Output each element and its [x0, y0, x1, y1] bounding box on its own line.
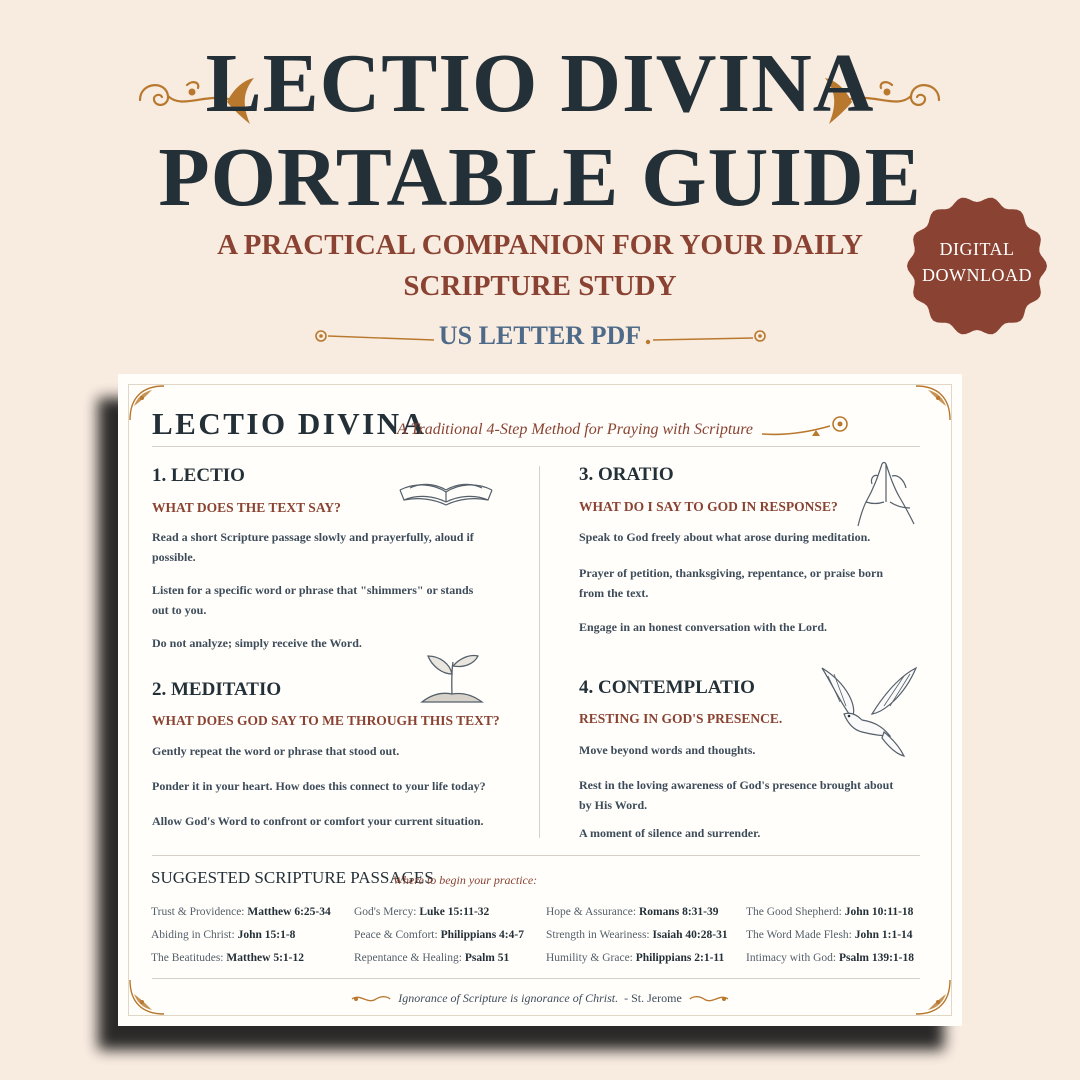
step2-point3: Allow God's Word to confront or comfort your current situation.	[152, 814, 484, 828]
passage-label: Intimacy with God:	[746, 952, 837, 964]
step4-question: RESTING IN GOD'S PRESENCE.	[579, 711, 783, 726]
passage-label: Trust & Providence:	[151, 906, 245, 918]
quote-text: Ignorance of Scripture is ignorance of Christ.	[398, 991, 619, 1005]
passage-ref: Philippians 2:1-11	[635, 952, 725, 964]
guide-sheet	[118, 374, 962, 1026]
passage-label: The Word Made Flesh:	[746, 929, 852, 941]
passage-ref: John 15:1-8	[237, 929, 296, 941]
badge-line2: DOWNLOAD	[922, 265, 1032, 285]
open-book-icon	[396, 470, 496, 510]
step3-point1: Speak to God freely about what arose during meditation.	[579, 530, 871, 544]
passage-label: Repentance & Healing:	[354, 952, 462, 964]
passage-label: Hope & Assurance:	[546, 906, 637, 918]
passage-item	[354, 901, 524, 924]
subtitle-line2: SCRIPTURE STUDY	[403, 270, 677, 302]
sheet-tagline: A Traditional 4-Step Method for Praying with Scripture	[397, 421, 753, 438]
scripture-title: SUGGESTED SCRIPTURE PASSAGES	[151, 868, 434, 887]
passage-item	[746, 924, 914, 947]
dove-icon	[818, 662, 920, 760]
passage-ref: Isaiah 40:28-31	[652, 929, 728, 941]
passage-column-1	[151, 901, 331, 970]
tagline-flourish-icon	[760, 412, 854, 442]
step2-point1: Gently repeat the word or phrase that stood out.	[152, 744, 400, 758]
step2-question: WHAT DOES GOD SAY TO ME THROUGH THIS TEXT?	[152, 713, 500, 728]
step3-heading: 3. ORATIO	[579, 464, 674, 485]
column-divider	[539, 466, 540, 838]
passage-label: Strength in Weariness:	[546, 929, 650, 941]
passage-column-2	[354, 901, 524, 970]
step1-point1: Read a short Scripture passage slowly and prayerfully, aloud if possible.	[152, 530, 474, 564]
format-right-ornament-icon	[645, 326, 770, 346]
passage-ref: John 1:1-14	[854, 929, 913, 941]
step2-point2: Ponder it in your heart. How does this connect to your life today?	[152, 779, 486, 793]
passage-item	[746, 901, 914, 924]
main-title-line1: LECTIO DIVINA	[205, 37, 875, 130]
passage-label: God's Mercy:	[354, 906, 417, 918]
step3-question: WHAT DO I SAY TO GOD IN RESPONSE?	[579, 499, 838, 514]
step4-point2: Rest in the loving awareness of God's presence brought about by His Word.	[579, 778, 894, 812]
step1-question: WHAT DOES THE TEXT SAY?	[152, 500, 341, 515]
main-title-line2: PORTABLE GUIDE	[158, 131, 922, 224]
passage-ref: Psalm 51	[464, 952, 510, 964]
quote-right-ornament-icon	[688, 993, 730, 1005]
praying-hands-icon	[852, 458, 920, 530]
footer-quote	[118, 990, 962, 1006]
passage-ref: Psalm 139:1-18	[838, 952, 915, 964]
quote-author: - St. Jerome	[624, 991, 682, 1005]
passage-item	[546, 924, 728, 947]
sheet-title: LECTIO DIVINA	[152, 406, 427, 441]
passage-ref: Matthew 5:1-12	[226, 952, 304, 964]
corner-ornament-top-right-icon	[912, 384, 952, 424]
passage-column-3	[546, 901, 728, 970]
quote-left-ornament-icon	[350, 993, 392, 1005]
footer-divider	[152, 978, 920, 979]
passage-item	[151, 924, 331, 947]
scripture-note: Where to begin your practice:	[393, 873, 538, 887]
badge-text	[904, 236, 1050, 288]
step4-point3: A moment of silence and surrender.	[579, 826, 761, 840]
passage-item	[546, 947, 728, 970]
scripture-divider	[152, 855, 920, 856]
title-divider	[152, 446, 920, 447]
passage-ref: Romans 8:31-39	[638, 906, 719, 918]
sprout-icon	[418, 644, 486, 706]
step1-point2: Listen for a specific word or phrase that "shimmers" or stands out to you.	[152, 583, 474, 617]
passage-item	[746, 947, 914, 970]
passage-ref: John 10:11-18	[844, 906, 914, 918]
step4-heading: 4. CONTEMPLATIO	[579, 677, 755, 698]
passage-label: The Good Shepherd:	[746, 906, 842, 918]
step3-point2: Prayer of petition, thanksgiving, repentance, or praise born from the text.	[579, 566, 883, 600]
passage-item	[151, 947, 331, 970]
subtitle-line1: A PRACTICAL COMPANION FOR YOUR DAILY	[217, 229, 863, 261]
passage-item	[151, 901, 331, 924]
passage-item	[354, 947, 524, 970]
step1-heading: 1. LECTIO	[152, 465, 245, 486]
passage-ref: Luke 15:11-32	[419, 906, 490, 918]
passage-label: Abiding in Christ:	[151, 929, 235, 941]
passage-label: Peace & Comfort:	[354, 929, 438, 941]
passage-label: The Beatitudes:	[151, 952, 224, 964]
step2-heading: 2. MEDITATIO	[152, 679, 282, 700]
step1-point3: Do not analyze; simply receive the Word.	[152, 636, 362, 650]
badge-line1: DIGITAL	[939, 239, 1015, 259]
step4-point1: Move beyond words and thoughts.	[579, 743, 756, 757]
passage-ref: Philippians 4:4-7	[440, 929, 524, 941]
passage-label: Humility & Grace:	[546, 952, 633, 964]
passage-column-4	[746, 901, 914, 970]
step3-point3: Engage in an honest conversation with the Lord.	[579, 620, 828, 634]
passage-item	[546, 901, 728, 924]
passage-item	[354, 924, 524, 947]
format-label: US LETTER PDF	[438, 321, 642, 350]
passage-ref: Matthew 6:25-34	[247, 906, 331, 918]
